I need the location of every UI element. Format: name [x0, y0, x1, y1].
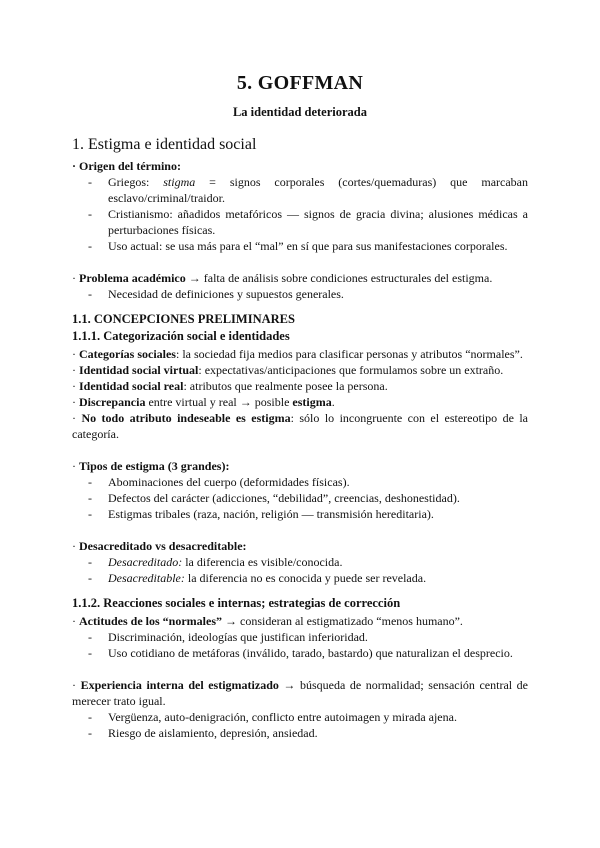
actitudes-line: · Actitudes de los “normales” → consideran al estigmatizado “menos humano”. [72, 614, 463, 628]
experiencia-list [72, 709, 528, 741]
list-item: - Uso cotidiano de metáforas (inválido, tarado, bastardo) que naturalizan el desprecio. [72, 645, 528, 661]
list-item: - Griegos: stigma = signos corporales (cortes/quemaduras) que marcaban esclavo/criminal/traidor. [72, 174, 528, 206]
section-heading: 1. Estigma e identidad social [72, 136, 257, 153]
subsection-heading: 1.1.2. Reacciones sociales e internas; estrategias de corrección [72, 596, 401, 610]
list-item: - Desacreditable: la diferencia no es conocida y puede ser revelada. [72, 570, 528, 586]
list-item: - Estigmas tribales (raza, nación, religión — transmisión hereditaria). [72, 506, 528, 522]
list-item: - Uso actual: se usa más para el “mal” en sí que para sus manifestaciones corporales. [72, 238, 528, 254]
list-item: - Vergüenza, auto-denigración, conflicto entre autoimagen y mirada ajena. [72, 709, 528, 725]
subsection-heading: 1.1. CONCEPCIONES PRELIMINARES [72, 312, 295, 326]
list-item: - Discriminación, ideologías que justifican inferioridad. [72, 629, 528, 645]
problema-list [72, 286, 528, 302]
list-item: - Defectos del carácter (adicciones, “debilidad”, creencias, deshonestidad). [72, 490, 528, 506]
definition-line: · No todo atributo indeseable es estigma: sólo lo incongruente con el estereotipo de la categoría. [72, 411, 529, 441]
list-item: - Desacreditado: la diferencia es visible/conocida. [72, 554, 528, 570]
origen-label: · Origen del término: [72, 159, 181, 173]
list-item: - Necesidad de definiciones y supuestos generales. [72, 286, 528, 302]
definition-line: · Discrepancia entre virtual y real → posible estigma. [72, 395, 335, 409]
definition-line: · Identidad social virtual: expectativas/anticipaciones que formulamos sobre un extraño. [72, 363, 504, 377]
list-item: - Cristianismo: añadidos metafóricos — signos de gracia divina; alusiones médicas a perturbaciones físicas. [72, 206, 528, 238]
definition-line: · Categorías sociales: la sociedad fija medios para clasificar personas y atributos “normales”. [72, 347, 523, 361]
desacreditado-label: · Desacreditado vs desacreditable: [72, 539, 247, 553]
list-item: - Riesgo de aislamiento, depresión, ansiedad. [72, 725, 528, 741]
actitudes-list [72, 629, 528, 661]
definition-line: · Identidad social real: atributos que realmente posee la persona. [72, 379, 388, 393]
tipos-list [72, 474, 528, 522]
list-item: - Abominaciones del cuerpo (deformidades físicas). [72, 474, 528, 490]
desacreditado-list [72, 554, 528, 586]
subsubsection-heading: 1.1.1. Categorización social e identidades [72, 329, 290, 343]
tipos-label: · Tipos de estigma (3 grandes): [72, 459, 230, 473]
origen-list [72, 174, 528, 254]
problema-line: · Problema académico → falta de análisis sobre condiciones estructurales del estigma. [72, 271, 493, 285]
document-title: 5. GOFFMAN [236, 72, 364, 94]
experiencia-line: · Experiencia interna del estigmatizado → búsqueda de normalidad; sensación central de merecer trato igual. [72, 678, 529, 708]
document-subtitle: La identidad deteriorada [232, 105, 368, 119]
